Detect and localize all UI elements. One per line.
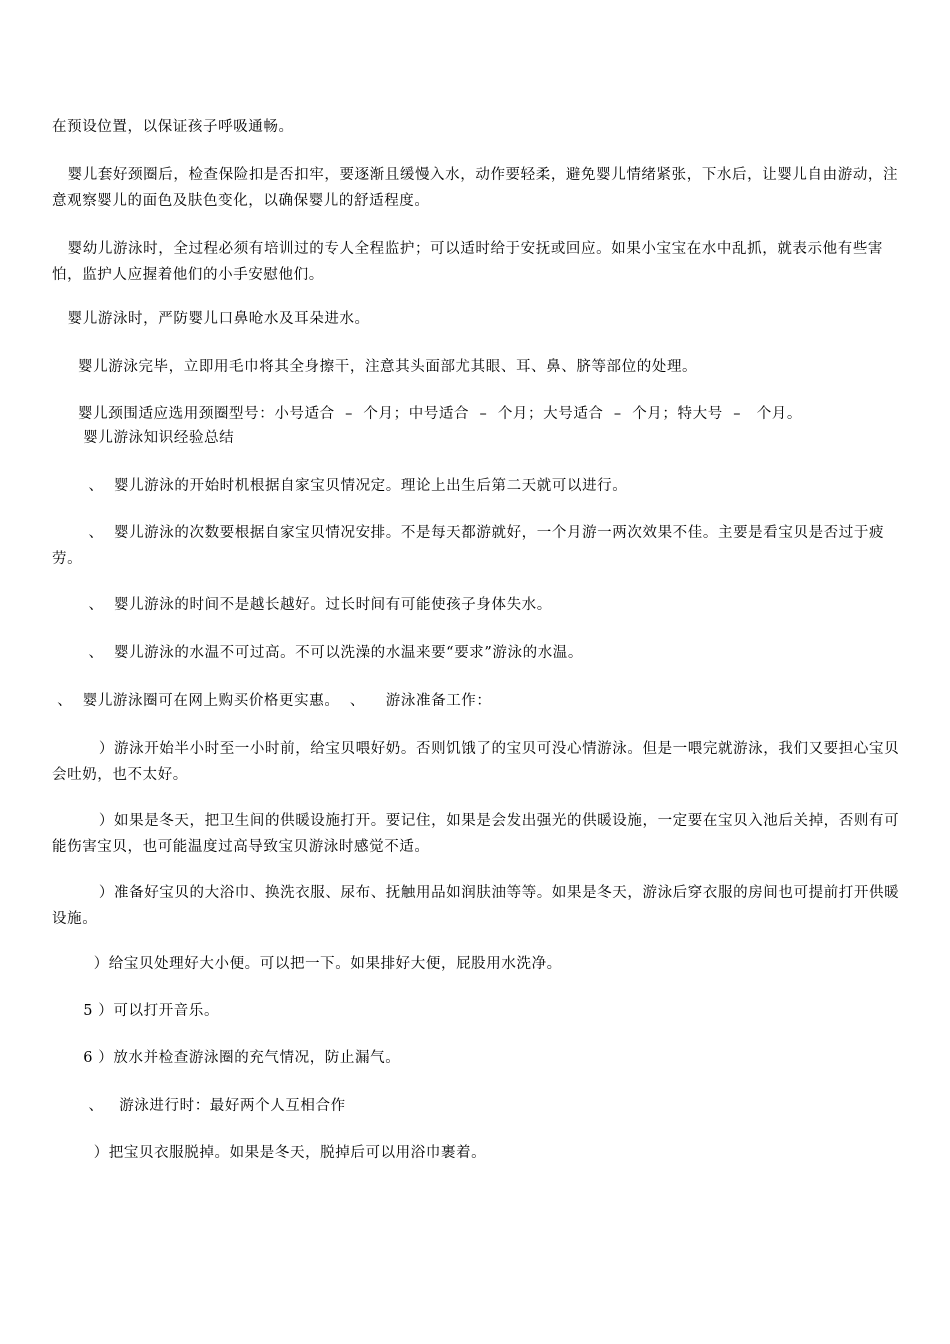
- paragraph-11: 、 婴儿游泳圈可在网上购买价格更实惠。 、 游泳准备工作：: [52, 693, 492, 709]
- paragraph-8: 、 婴儿游泳的次数要根据自家宝贝情况安排。不是每天都游就好，一个月游一两次效果不佳。主要是看宝贝是否过于疲劳。: [52, 525, 885, 567]
- paragraph-18: 、 游泳进行时：最好两个人互相合作: [52, 1098, 346, 1114]
- paragraph-16: 5 ）可以打开音乐。: [52, 1003, 220, 1019]
- paragraph-19: ）把宝贝衣服脱掉。如果是冬天，脱掉后可以用浴巾裹着。: [52, 1145, 487, 1161]
- paragraph-6: 婴儿颈围适应选用颈圈型号：小号适合 – 个月；中号适合 – 个月；大号适合 – 个月；特大号 – 个月。: [52, 406, 802, 422]
- paragraph-10: 、 婴儿游泳的水温不可过高。不可以洗澡的水温来要“要求”游泳的水温。: [52, 645, 584, 661]
- section-heading: 婴儿游泳知识经验总结: [52, 430, 235, 446]
- paragraph-1: 在预设位置，以保证孩子呼吸通畅。: [52, 119, 294, 135]
- paragraph-12: ）游泳开始半小时至一小时前，给宝贝喂好奶。否则饥饿了的宝贝可没心情游泳。但是一喂完就游泳，我们又要担心宝贝会吐奶，也不太好。: [52, 741, 900, 783]
- paragraph-3: 婴幼儿游泳时，全过程必须有培训过的专人全程监护；可以适时给于安抚或回应。如果小宝宝在水中乱抓，就表示他有些害怕，监护人应握着他们的小手安慰他们。: [52, 241, 884, 283]
- paragraph-9: 、 婴儿游泳的时间不是越长越好。过长时间有可能使孩子身体失水。: [52, 597, 552, 613]
- paragraph-14: ）准备好宝贝的大浴巾、换洗衣服、尿布、抚触用品如润肤油等等。如果是冬天，游泳后穿衣服的房间也可提前打开供暖设施。: [52, 885, 900, 927]
- paragraph-17: 6 ）放水并检查游泳圈的充气情况，防止漏气。: [52, 1050, 401, 1066]
- paragraph-15: ）给宝贝处理好大小便。可以把一下。如果排好大便，屁股用水洗净。: [52, 956, 562, 972]
- paragraph-5: 婴儿游泳完毕，立即用毛巾将其全身擦干，注意其头面部尤其眼、耳、鼻、脐等部位的处理。: [52, 359, 698, 375]
- paragraph-13: ）如果是冬天，把卫生间的供暖设施打开。要记住，如果是会发出强光的供暖设施，一定要在宝贝入池后关掉，否则有可能伤害宝贝，也可能温度过高导致宝贝游泳时感觉不适。: [52, 813, 900, 855]
- paragraph-7: 、 婴儿游泳的开始时机根据自家宝贝情况定。理论上出生后第二天就可以进行。: [52, 478, 628, 494]
- paragraph-4: 婴儿游泳时，严防婴儿口鼻呛水及耳朵进水。: [52, 311, 370, 327]
- paragraph-2: 婴儿套好颈圈后，检查保险扣是否扣牢，要逐渐且缓慢入水，动作要轻柔，避免婴儿情绪紧张，下水后，让婴儿自由游动，注意观察婴儿的面色及肤色变化，以确保婴儿的舒适程度。: [52, 167, 899, 209]
